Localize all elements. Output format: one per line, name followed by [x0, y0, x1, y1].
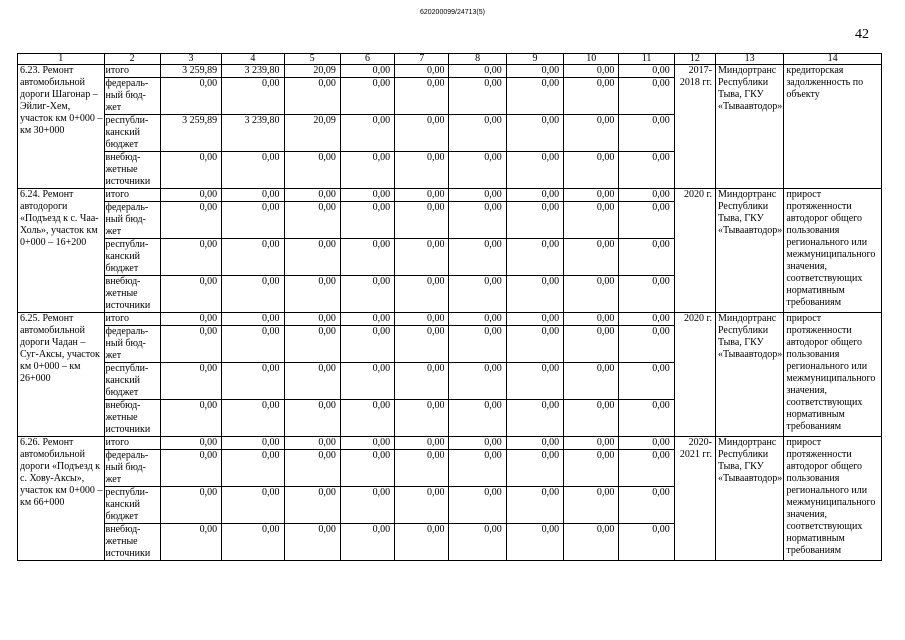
amount-cell: 0,00 [222, 450, 284, 487]
column-header: 8 [449, 54, 506, 65]
funding-source: федераль-ный бюд-жет [104, 78, 160, 115]
amount-cell: 0,00 [619, 326, 674, 363]
funding-source: внебюд-жетные источники [104, 400, 160, 437]
amount-cell: 0,00 [619, 276, 674, 313]
amount-cell: 0,00 [395, 524, 449, 561]
amount-cell: 0,00 [340, 189, 394, 202]
amount-cell: 0,00 [395, 276, 449, 313]
amount-cell: 0,00 [160, 487, 221, 524]
amount-cell: 0,00 [395, 239, 449, 276]
page-number: 42 [855, 27, 869, 42]
expected-result: прирост протяженности автодорог общего пользования регионального или межмуниципального значения, соответствующих нормативным требованиям [784, 313, 882, 437]
funding-source: федераль-ный бюд-жет [104, 202, 160, 239]
amount-cell: 0,00 [449, 363, 506, 400]
column-header: 13 [715, 54, 783, 65]
amount-cell: 0,00 [395, 450, 449, 487]
amount-cell: 0,00 [160, 239, 221, 276]
amount-cell: 0,00 [619, 313, 674, 326]
amount-cell: 0,00 [506, 326, 563, 363]
table-row [18, 189, 882, 202]
project-name: 6.24. Ремонт автодороги «Подъезд к с. Чаа-Холь», участок км 0+000 – 16+200 [18, 189, 105, 313]
funding-source: итого [104, 437, 160, 450]
amount-cell: 0,00 [284, 450, 340, 487]
amount-cell: 0,00 [284, 524, 340, 561]
amount-cell: 0,00 [619, 65, 674, 78]
amount-cell: 0,00 [160, 437, 221, 450]
amount-cell: 0,00 [506, 202, 563, 239]
table-body [18, 54, 882, 561]
amount-cell: 0,00 [284, 313, 340, 326]
column-header: 5 [284, 54, 340, 65]
budget-table [17, 53, 882, 561]
amount-cell: 0,00 [449, 400, 506, 437]
amount-cell: 3 239,80 [222, 115, 284, 152]
amount-cell: 0,00 [564, 524, 619, 561]
column-header: 4 [222, 54, 284, 65]
implementation-years: 2020 г. [674, 313, 715, 437]
amount-cell: 0,00 [395, 400, 449, 437]
amount-cell: 0,00 [564, 400, 619, 437]
funding-source: республи-канский бюджет [104, 239, 160, 276]
amount-cell: 0,00 [564, 78, 619, 115]
amount-cell: 0,00 [449, 239, 506, 276]
amount-cell: 0,00 [284, 437, 340, 450]
amount-cell: 0,00 [284, 326, 340, 363]
amount-cell: 0,00 [160, 450, 221, 487]
funding-source: федераль-ный бюд-жет [104, 326, 160, 363]
amount-cell: 0,00 [160, 313, 221, 326]
amount-cell: 0,00 [340, 400, 394, 437]
amount-cell: 0,00 [222, 437, 284, 450]
amount-cell: 0,00 [160, 202, 221, 239]
amount-cell: 0,00 [449, 152, 506, 189]
amount-cell: 0,00 [449, 524, 506, 561]
funding-source: внебюд-жетные источники [104, 276, 160, 313]
amount-cell: 20,09 [284, 65, 340, 78]
responsible-executor: Миндортранс Республики Тыва, ГКУ «Тываавтодор» [715, 437, 783, 561]
amount-cell: 0,00 [340, 487, 394, 524]
amount-cell: 3 239,80 [222, 65, 284, 78]
amount-cell: 0,00 [340, 115, 394, 152]
amount-cell: 0,00 [564, 152, 619, 189]
amount-cell: 0,00 [619, 115, 674, 152]
amount-cell: 0,00 [564, 326, 619, 363]
amount-cell: 0,00 [222, 487, 284, 524]
project-name: 6.25. Ремонт автомобильной дороги Чадан – Суг-Аксы, участок км 0+000 – км 26+000 [18, 313, 105, 437]
table-row [18, 313, 882, 326]
amount-cell: 0,00 [564, 115, 619, 152]
amount-cell: 0,00 [449, 326, 506, 363]
amount-cell: 0,00 [506, 276, 563, 313]
amount-cell: 0,00 [340, 239, 394, 276]
amount-cell: 0,00 [619, 189, 674, 202]
amount-cell: 0,00 [340, 363, 394, 400]
amount-cell: 0,00 [449, 487, 506, 524]
amount-cell: 0,00 [506, 152, 563, 189]
column-header: 9 [506, 54, 563, 65]
amount-cell: 0,00 [160, 152, 221, 189]
amount-cell: 0,00 [506, 487, 563, 524]
amount-cell: 0,00 [222, 363, 284, 400]
funding-source: республи-канский бюджет [104, 487, 160, 524]
amount-cell: 0,00 [449, 78, 506, 115]
column-header: 11 [619, 54, 674, 65]
column-header: 10 [564, 54, 619, 65]
amount-cell: 0,00 [506, 437, 563, 450]
table-row [18, 65, 882, 78]
responsible-executor: Миндортранс Республики Тыва, ГКУ «Тываавтодор» [715, 65, 783, 189]
amount-cell: 0,00 [340, 313, 394, 326]
amount-cell: 20,09 [284, 115, 340, 152]
amount-cell: 0,00 [619, 437, 674, 450]
amount-cell: 0,00 [160, 276, 221, 313]
amount-cell: 0,00 [160, 400, 221, 437]
responsible-executor: Миндортранс Республики Тыва, ГКУ «Тываавтодор» [715, 189, 783, 313]
column-header: 3 [160, 54, 221, 65]
amount-cell: 0,00 [395, 152, 449, 189]
amount-cell: 0,00 [395, 487, 449, 524]
amount-cell: 0,00 [619, 152, 674, 189]
amount-cell: 0,00 [340, 65, 394, 78]
expected-result: кредиторская задолженность по объекту [784, 65, 882, 189]
amount-cell: 0,00 [395, 437, 449, 450]
amount-cell: 0,00 [619, 450, 674, 487]
amount-cell: 0,00 [395, 313, 449, 326]
amount-cell: 0,00 [506, 115, 563, 152]
amount-cell: 0,00 [449, 313, 506, 326]
amount-cell: 0,00 [284, 276, 340, 313]
project-name: 6.26. Ремонт автомобильной дороги «Подъезд к с. Хову-Аксы», участок км 0+000 – км 66+000 [18, 437, 105, 561]
amount-cell: 0,00 [284, 189, 340, 202]
amount-cell: 0,00 [222, 189, 284, 202]
amount-cell: 0,00 [284, 400, 340, 437]
amount-cell: 0,00 [619, 363, 674, 400]
amount-cell: 0,00 [340, 152, 394, 189]
funding-source: внебюд-жетные источники [104, 152, 160, 189]
amount-cell: 0,00 [449, 115, 506, 152]
amount-cell: 0,00 [395, 363, 449, 400]
amount-cell: 0,00 [340, 524, 394, 561]
amount-cell: 0,00 [222, 313, 284, 326]
amount-cell: 0,00 [395, 326, 449, 363]
amount-cell: 0,00 [506, 450, 563, 487]
funding-source: федераль-ный бюд-жет [104, 450, 160, 487]
column-header: 6 [340, 54, 394, 65]
amount-cell: 0,00 [222, 152, 284, 189]
amount-cell: 0,00 [222, 276, 284, 313]
amount-cell: 0,00 [619, 400, 674, 437]
amount-cell: 3 259,89 [160, 65, 221, 78]
funding-source: республи-канский бюджет [104, 363, 160, 400]
amount-cell: 0,00 [506, 524, 563, 561]
amount-cell: 0,00 [395, 202, 449, 239]
funding-source: внебюд-жетные источники [104, 524, 160, 561]
amount-cell: 0,00 [222, 78, 284, 115]
amount-cell: 0,00 [284, 202, 340, 239]
amount-cell: 0,00 [564, 450, 619, 487]
implementation-years: 2020 г. [674, 189, 715, 313]
amount-cell: 0,00 [340, 202, 394, 239]
amount-cell: 0,00 [395, 189, 449, 202]
expected-result: прирост протяженности автодорог общего пользования регионального или межмуниципального значения, соответствующих нормативным требованиям [784, 189, 882, 313]
amount-cell: 0,00 [564, 239, 619, 276]
column-header: 14 [784, 54, 882, 65]
funding-source: итого [104, 65, 160, 78]
amount-cell: 0,00 [160, 326, 221, 363]
amount-cell: 0,00 [340, 450, 394, 487]
amount-cell: 0,00 [564, 202, 619, 239]
funding-source: итого [104, 313, 160, 326]
amount-cell: 0,00 [619, 202, 674, 239]
table-row [18, 437, 882, 450]
amount-cell: 0,00 [564, 65, 619, 78]
expected-result: прирост протяженности автодорог общего пользования регионального или межмуниципального значения, соответствующих нормативным требованиям [784, 437, 882, 561]
amount-cell: 0,00 [160, 189, 221, 202]
amount-cell: 0,00 [564, 437, 619, 450]
amount-cell: 3 259,89 [160, 115, 221, 152]
implementation-years: 2017-2018 гг. [674, 65, 715, 189]
amount-cell: 0,00 [395, 65, 449, 78]
amount-cell: 0,00 [564, 487, 619, 524]
amount-cell: 0,00 [506, 189, 563, 202]
amount-cell: 0,00 [619, 487, 674, 524]
amount-cell: 0,00 [506, 239, 563, 276]
responsible-executor: Миндортранс Республики Тыва, ГКУ «Тываавтодор» [715, 313, 783, 437]
column-header: 2 [104, 54, 160, 65]
funding-source: итого [104, 189, 160, 202]
amount-cell: 0,00 [340, 326, 394, 363]
amount-cell: 0,00 [160, 78, 221, 115]
column-header: 12 [674, 54, 715, 65]
amount-cell: 0,00 [506, 313, 563, 326]
amount-cell: 0,00 [506, 78, 563, 115]
amount-cell: 0,00 [395, 115, 449, 152]
column-header: 7 [395, 54, 449, 65]
funding-source: республи-канский бюджет [104, 115, 160, 152]
amount-cell: 0,00 [222, 202, 284, 239]
amount-cell: 0,00 [340, 437, 394, 450]
amount-cell: 0,00 [449, 65, 506, 78]
amount-cell: 0,00 [222, 524, 284, 561]
amount-cell: 0,00 [284, 152, 340, 189]
document-id: 620200099/24713(5) [419, 9, 485, 16]
amount-cell: 0,00 [222, 239, 284, 276]
project-name: 6.23. Ремонт автомобильной дороги Шагонар – Эйлиг-Хем, участок км 0+000 – км 30+000 [18, 65, 105, 189]
amount-cell: 0,00 [284, 487, 340, 524]
amount-cell: 0,00 [564, 363, 619, 400]
column-header: 1 [18, 54, 105, 65]
amount-cell: 0,00 [506, 363, 563, 400]
amount-cell: 0,00 [284, 363, 340, 400]
amount-cell: 0,00 [160, 524, 221, 561]
amount-cell: 0,00 [160, 363, 221, 400]
amount-cell: 0,00 [564, 313, 619, 326]
amount-cell: 0,00 [619, 239, 674, 276]
amount-cell: 0,00 [619, 524, 674, 561]
amount-cell: 0,00 [284, 239, 340, 276]
amount-cell: 0,00 [449, 437, 506, 450]
amount-cell: 0,00 [449, 189, 506, 202]
amount-cell: 0,00 [449, 202, 506, 239]
amount-cell: 0,00 [619, 78, 674, 115]
amount-cell: 0,00 [222, 326, 284, 363]
amount-cell: 0,00 [222, 400, 284, 437]
amount-cell: 0,00 [564, 276, 619, 313]
amount-cell: 0,00 [506, 65, 563, 78]
header-row [18, 54, 882, 65]
amount-cell: 0,00 [395, 78, 449, 115]
implementation-years: 2020-2021 гг. [674, 437, 715, 561]
amount-cell: 0,00 [564, 189, 619, 202]
amount-cell: 0,00 [284, 78, 340, 115]
amount-cell: 0,00 [449, 276, 506, 313]
amount-cell: 0,00 [506, 400, 563, 437]
amount-cell: 0,00 [340, 78, 394, 115]
amount-cell: 0,00 [340, 276, 394, 313]
amount-cell: 0,00 [449, 450, 506, 487]
